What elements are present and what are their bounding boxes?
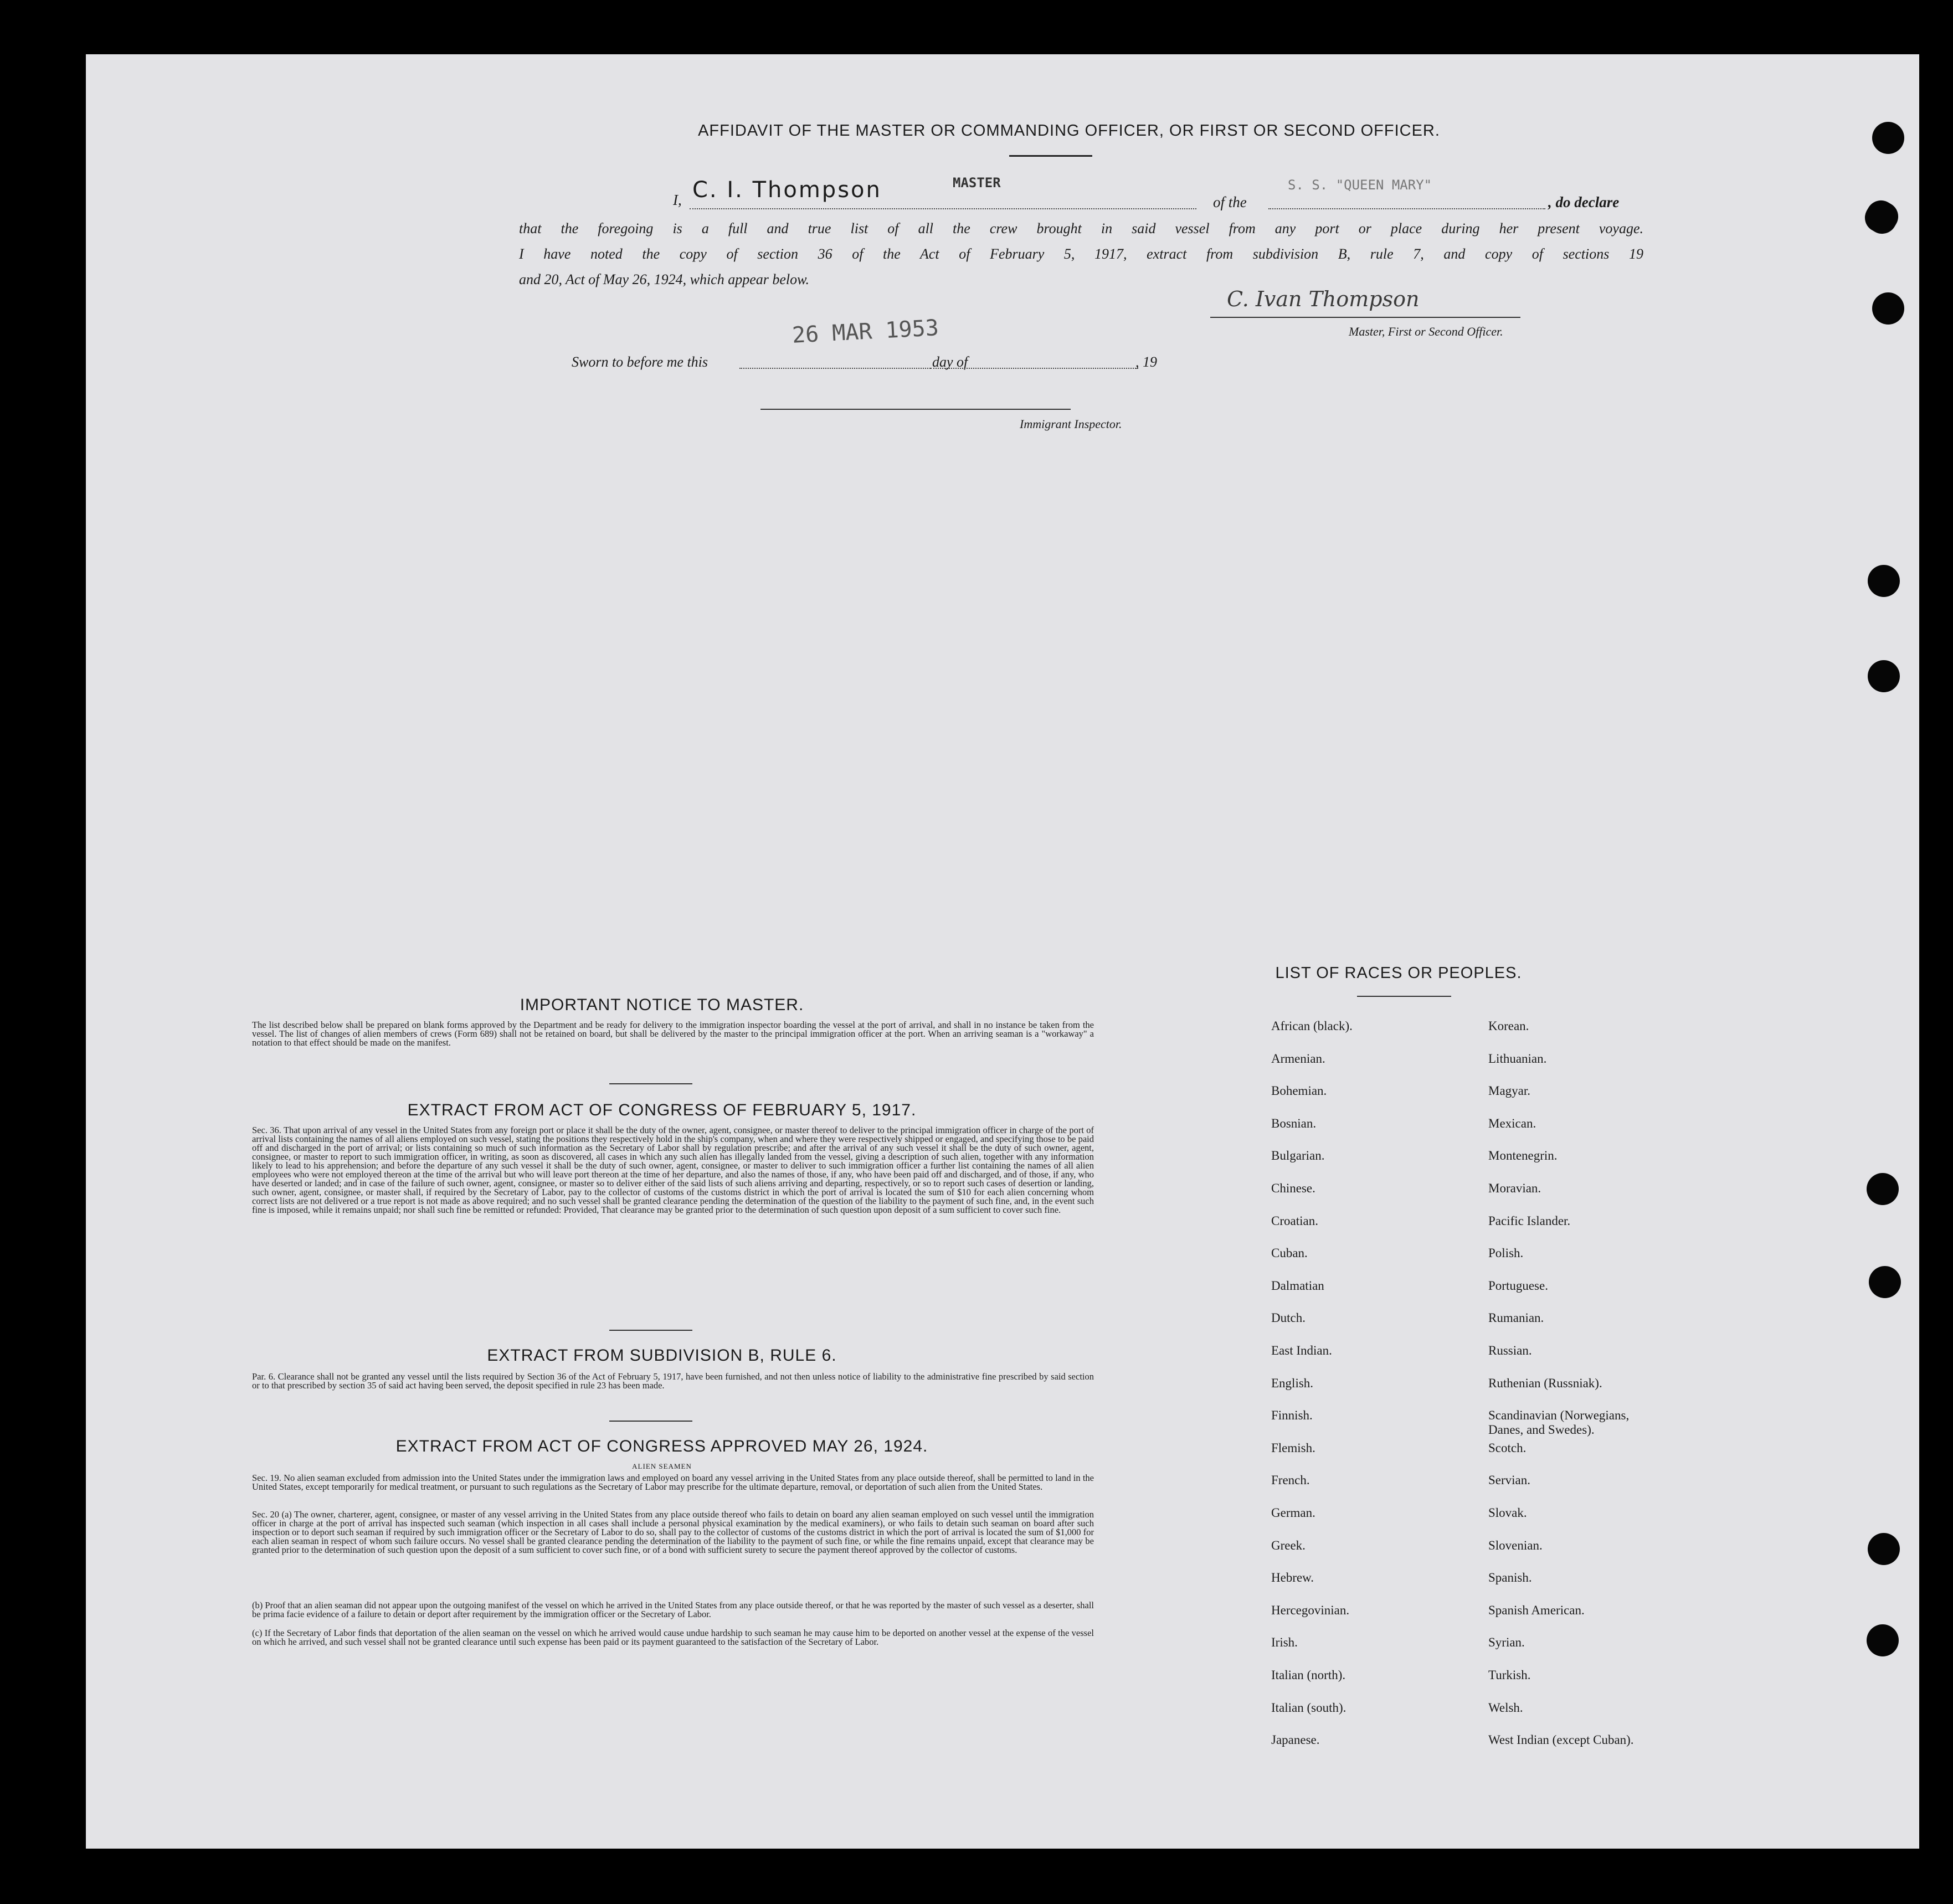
vessel-typed: S. S. "QUEEN MARY" <box>1288 177 1432 193</box>
race-item: Welsh. <box>1488 1700 1523 1715</box>
name-fill-line <box>690 208 1196 209</box>
race-item: Magyar. <box>1488 1084 1531 1098</box>
race-item: Spanish American. <box>1488 1603 1585 1617</box>
extract-1917-title: EXTRACT FROM ACT OF CONGRESS OF FEBRUARY 5, 1917. <box>407 1101 917 1119</box>
race-item: West Indian (except Cuban). <box>1488 1733 1634 1747</box>
race-item: Montenegrin. <box>1488 1149 1558 1163</box>
race-item: Scandinavian (Norwegians, Danes, and Swedes). <box>1488 1408 1630 1437</box>
races-divider <box>1357 996 1451 997</box>
race-item: Mexican. <box>1488 1116 1536 1130</box>
sec20b-text: (b) Proof that an alien seaman did not appear upon the outgoing manifest of the vessel on which he arrived in the United States from any place outside thereof, or that he was reported by the master of such vessel as a deserter, shall be prima facie evidence of a failure to detain or deport after requirement by the immigration officer or the Secretary of Labor. <box>252 1600 1094 1619</box>
race-item: Dalmatian <box>1271 1278 1324 1293</box>
race-item: Bosnian. <box>1271 1116 1317 1130</box>
signature-line <box>1210 317 1520 318</box>
sworn-year: , 19 <box>1135 354 1157 370</box>
race-item: Servian. <box>1488 1473 1531 1488</box>
race-item: Polish. <box>1488 1246 1524 1260</box>
signature: C. Ivan Thompson <box>1227 287 1420 311</box>
race-item: Slovenian. <box>1488 1538 1543 1552</box>
race-item: Slovak. <box>1488 1506 1527 1520</box>
race-item: East Indian. <box>1271 1344 1332 1357</box>
race-item: Japanese. <box>1271 1733 1320 1747</box>
race-item: Lithuanian. <box>1488 1051 1547 1066</box>
race-item: Hercegovinian. <box>1271 1603 1350 1617</box>
race-item: Turkish. <box>1488 1668 1531 1682</box>
sec20a-text: Sec. 20 (a) The owner, charterer, agent, consignee, or master of any vessel arriving in the United States from any place outside thereof who fails to detain on board any alien seaman employed on such vessel until the immigration officer in charge at the port of arrival has inspected such seaman (which inspection in all cases shall include a personal physical examination by the medical examiners), or who fails to detain such seaman on board after such inspection or to deport such seaman if required by such immigration officer or the Secretary of Labor to do so, shall pay to the collector of customs of the customs district in which the port of arrival is located the sum of $1,000 for each alien seaman in respect of whom such failure occurs. No vessel shall be granted clearance pending the determination of the liability to the payment of such fine, or while the fine remains unpaid, except that clearance may be granted prior to the determination of such question upon the deposit of a sum sufficient to cover such fine, or of a bond with sufficient surety to secure the payment thereof approved by the collector of customs. <box>252 1509 1094 1555</box>
race-item: Greek. <box>1271 1538 1306 1552</box>
sec19-text: Sec. 19. No alien seaman excluded from admission into the United States under the immigration laws and employed on board any vessel arriving in the United States from any place outside thereof, shall be permitted to land in the United States, except temporarily for medical treatment, or pursuant to such regulations as the Secretary of Labor may prescribe for the ultimate departure, removal, or deportation of such alien from the United States. <box>252 1473 1094 1492</box>
race-item: Pacific Islander. <box>1488 1213 1571 1228</box>
race-item: Spanish. <box>1488 1571 1532 1585</box>
notice-divider <box>609 1083 692 1084</box>
race-item: Finnish. <box>1271 1408 1313 1423</box>
race-item: Dutch. <box>1271 1311 1306 1325</box>
title-underline <box>1009 155 1092 157</box>
race-item: African (black). <box>1271 1019 1353 1033</box>
extract-1917-text: Sec. 36. That upon arrival of any vessel in the United States from any foreign port or place it shall be the duty of the owner, agent, consignee, or master thereof to deliver to the principal immigration officer in charge of the port of arrival lists containing the names of all aliens employed on such vessel, stating the positions they respectively hold in the ship's company, when and where they were respectively shipped or engaged, and specifying those to be paid off and discharged in the port of arrival; or lists containing so much of such information as the Secretary of Labor shall by regulation prescribe; and after the arrival of any such vessel it shall be the duty of such owner, agent, consignee, or master to report to such immigration officer, in writing, as soon as discovered, all cases in which any such alien has illegally landed from the vessel, giving a description of such alien, together with any information likely to lead to his apprehension; and before the departure of any such vessel it shall be the duty of such owner, agent, consignee, or master to deliver to such immigration officer a further list containing the names of all alien employees who were not employed thereon at the time of the arrival but who will leave port thereon at the time of her departure, and also the names of those, if any, who have been paid off and discharged, and of those, if any, who have deserted or landed; and in case of the failure of such owner, agent, consignee, or master so to deliver either of the said lists of such aliens arriving and departing, respectively, or so to report such cases of desertion or landing, such owner, agent, consignee, or master shall, if required by the Secretary of Labor, pay to the collector of customs of the customs district in which the port of arrival is located the sum of $10 for each alien concerning whom correct lists are not delivered or a true report is not made as above required; and no such vessel shall be granted clearance pending the determination of the question of the liability to the payment of such fine, and, in the event such fine is imposed, while it remains unpaid; nor shall such fine be remitted or refunded: Provided, That clearance may be granted prior to the determination of such question upon deposit of a sum sufficient to cover such fine. <box>252 1125 1094 1215</box>
document-page <box>86 54 1919 1849</box>
date-stamp: 26 MAR 1953 <box>791 315 939 348</box>
affidavit-i-prefix: I, <box>673 192 682 208</box>
sworn-prefix: Sworn to before me this <box>572 354 708 370</box>
rule6-divider <box>609 1421 692 1422</box>
race-item: German. <box>1271 1506 1315 1520</box>
extract-1924-title: EXTRACT FROM ACT OF CONGRESS APPROVED MAY 26, 1924. <box>395 1437 928 1455</box>
race-item: Croatian. <box>1271 1213 1318 1228</box>
sec20c-text: (c) If the Secretary of Labor finds that deportation of the alien seaman on the vessel on which he arrived would cause undue hardship to such seaman he may cause him to be deported on another vessel at the expense of the vessel on which he arrived, and such vessel shall not be granted clearance until such expense has been paid or its payment guaranteed to the satisfaction of the Secretary of Labor. <box>252 1628 1094 1647</box>
race-item: Russian. <box>1488 1344 1532 1357</box>
rule6-text: Par. 6. Clearance shall not be granted any vessel until the lists required by Section 36 of the Act of February 5, 1917, have been furnished, and not then unless notice of liability to the administrative fine prescribed by said section or to that prescribed by section 35 of said act having been served, the deposit specified in rule 23 has been made. <box>252 1371 1094 1391</box>
race-item: French. <box>1271 1473 1310 1488</box>
notice-text: The list described below shall be prepared on blank forms approved by the Department and be ready for delivery to the immigration inspector boarding the vessel at the port of arrival, and shall in no instance be taken from the vessel. The list of changes of alien members of crews (Form 689) shall not be retained on board, but shall be delivered by the master to the principal immigration officer at the port. When an arriving seaman is a "workaway" a notation to that effect should be made on the manifest. <box>252 1020 1094 1048</box>
of-the-label: of the <box>1213 194 1247 210</box>
punch-hole <box>1868 1533 1900 1565</box>
punch-hole <box>1868 660 1900 692</box>
race-item: Ruthenian (Russniak). <box>1488 1376 1602 1390</box>
do-declare-label: , do declare <box>1548 194 1620 210</box>
affidavit-body-line1: that the foregoing is a full and true list of all the crew brought in said vessel from any port or place during her present voyage. <box>519 220 1643 236</box>
inspector-caption: Immigrant Inspector. <box>1020 417 1122 431</box>
race-item: Rumanian. <box>1488 1311 1544 1325</box>
rule6-title: EXTRACT FROM SUBDIVISION B, RULE 6. <box>487 1346 837 1365</box>
race-item: Chinese. <box>1271 1181 1315 1195</box>
affidavit-title: AFFIDAVIT OF THE MASTER OR COMMANDING OFFICER, OR FIRST OR SECOND OFFICER. <box>698 122 1440 140</box>
race-item: Portuguese. <box>1488 1278 1548 1293</box>
race-item: Korean. <box>1488 1019 1529 1033</box>
race-item: Hebrew. <box>1271 1571 1314 1585</box>
affidavit-body-line3: and 20, Act of May 26, 1924, which appear below. <box>519 271 810 287</box>
race-item: Flemish. <box>1271 1440 1315 1455</box>
month-fill-line <box>931 368 1138 369</box>
punch-hole <box>1872 292 1904 325</box>
affidavit-body-line2: I have noted the copy of section 36 of the Act of February 5, 1917, extract from subdivision B, rule 7, and copy of sections 19 <box>519 246 1643 262</box>
handwritten-name: C. I. Thompson <box>692 177 882 203</box>
notice-title: IMPORTANT NOTICE TO MASTER. <box>520 996 804 1014</box>
race-item: Bulgarian. <box>1271 1149 1325 1163</box>
punch-hole <box>1872 122 1904 154</box>
race-item: Italian (south). <box>1271 1700 1346 1715</box>
punch-hole <box>1868 565 1900 597</box>
punch-hole <box>1869 1266 1901 1298</box>
race-item: Bohemian. <box>1271 1084 1327 1098</box>
sworn-day-fill <box>739 368 931 369</box>
punch-hole <box>1867 1173 1899 1205</box>
races-title: LIST OF RACES OR PEOPLES. <box>1275 964 1522 982</box>
race-item: Armenian. <box>1271 1051 1325 1066</box>
race-item: Moravian. <box>1488 1181 1541 1195</box>
punch-hole <box>1867 1624 1899 1656</box>
inspector-line <box>760 409 1071 410</box>
alien-seamen-subtitle: ALIEN SEAMEN <box>632 1462 692 1470</box>
race-item: English. <box>1271 1376 1314 1390</box>
race-item: Syrian. <box>1488 1635 1525 1650</box>
vessel-fill-line <box>1268 208 1545 209</box>
rank-typed: MASTER <box>953 175 1001 191</box>
race-item: Scotch. <box>1488 1440 1527 1455</box>
extract-1917-divider <box>609 1330 692 1331</box>
race-item: Irish. <box>1271 1635 1298 1650</box>
sworn-day-of: day of <box>932 354 968 370</box>
race-item: Cuban. <box>1271 1246 1308 1260</box>
signature-caption: Master, First or Second Officer. <box>1349 325 1503 338</box>
race-item: Italian (north). <box>1271 1668 1346 1682</box>
